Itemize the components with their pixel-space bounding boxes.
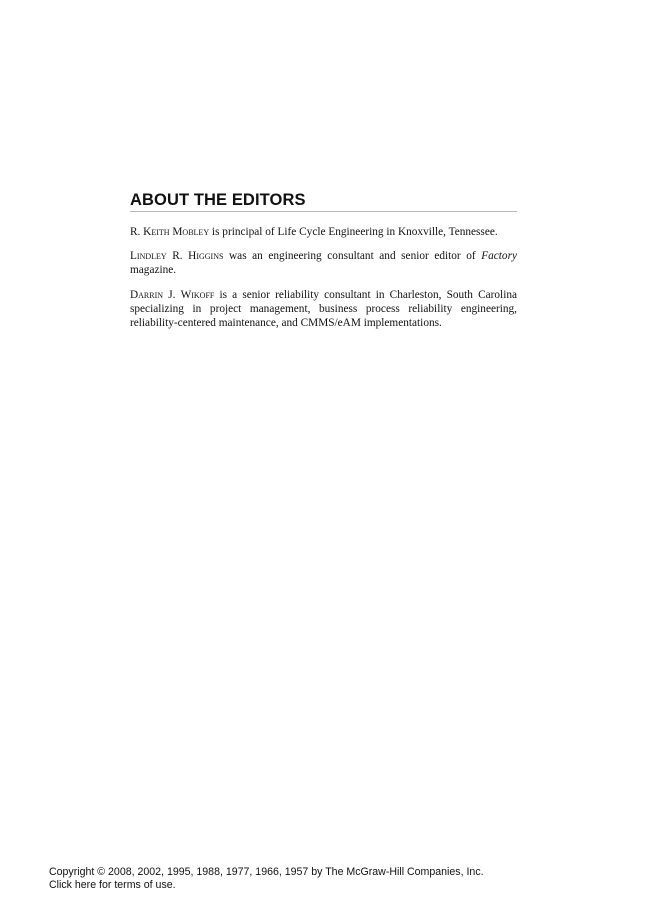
editor-name-last: Wikoff (180, 288, 215, 301)
about-editors-section (130, 190, 517, 340)
editor-bio-text: is a senior reliability consultant in Charleston, South Carolina specializing in project management, business process reliability engineering, reliability-centered maintenance, and CMMS/eAM implementations. (130, 288, 517, 330)
editor-bio-text-end: magazine. (130, 264, 177, 277)
copyright-notice: Copyright © 2008, 2002, 1995, 1988, 1977, 1966, 1957 by The McGraw-Hill Companies, Inc. (49, 866, 484, 878)
editor-name-first: R. Keith (130, 226, 170, 238)
editor-name-mid: R. (166, 250, 189, 263)
editor-name-first: Lindley (130, 250, 167, 263)
editor-name-mid: J. (163, 288, 181, 301)
editor-bio-wikoff (130, 288, 517, 331)
editor-bio-mobley (130, 225, 517, 239)
heading-rule (130, 211, 517, 212)
editor-name-last: Mobley (172, 226, 210, 238)
editor-name-first: Darrin (130, 288, 164, 301)
editor-bio-text: was an engineering consultant and senior editor of (223, 250, 482, 263)
terms-of-use-link[interactable]: Click here for terms of use. (49, 878, 176, 891)
publication-title: Factory (481, 250, 517, 263)
page-footer (49, 866, 484, 891)
editor-bio-text: is principal of Life Cycle Engineering in Knoxville, Tennessee. (209, 226, 498, 238)
editor-name-last: Higgins (188, 250, 224, 263)
section-heading: ABOUT THE EDITORS (130, 191, 306, 209)
editor-bio-higgins (130, 249, 517, 277)
